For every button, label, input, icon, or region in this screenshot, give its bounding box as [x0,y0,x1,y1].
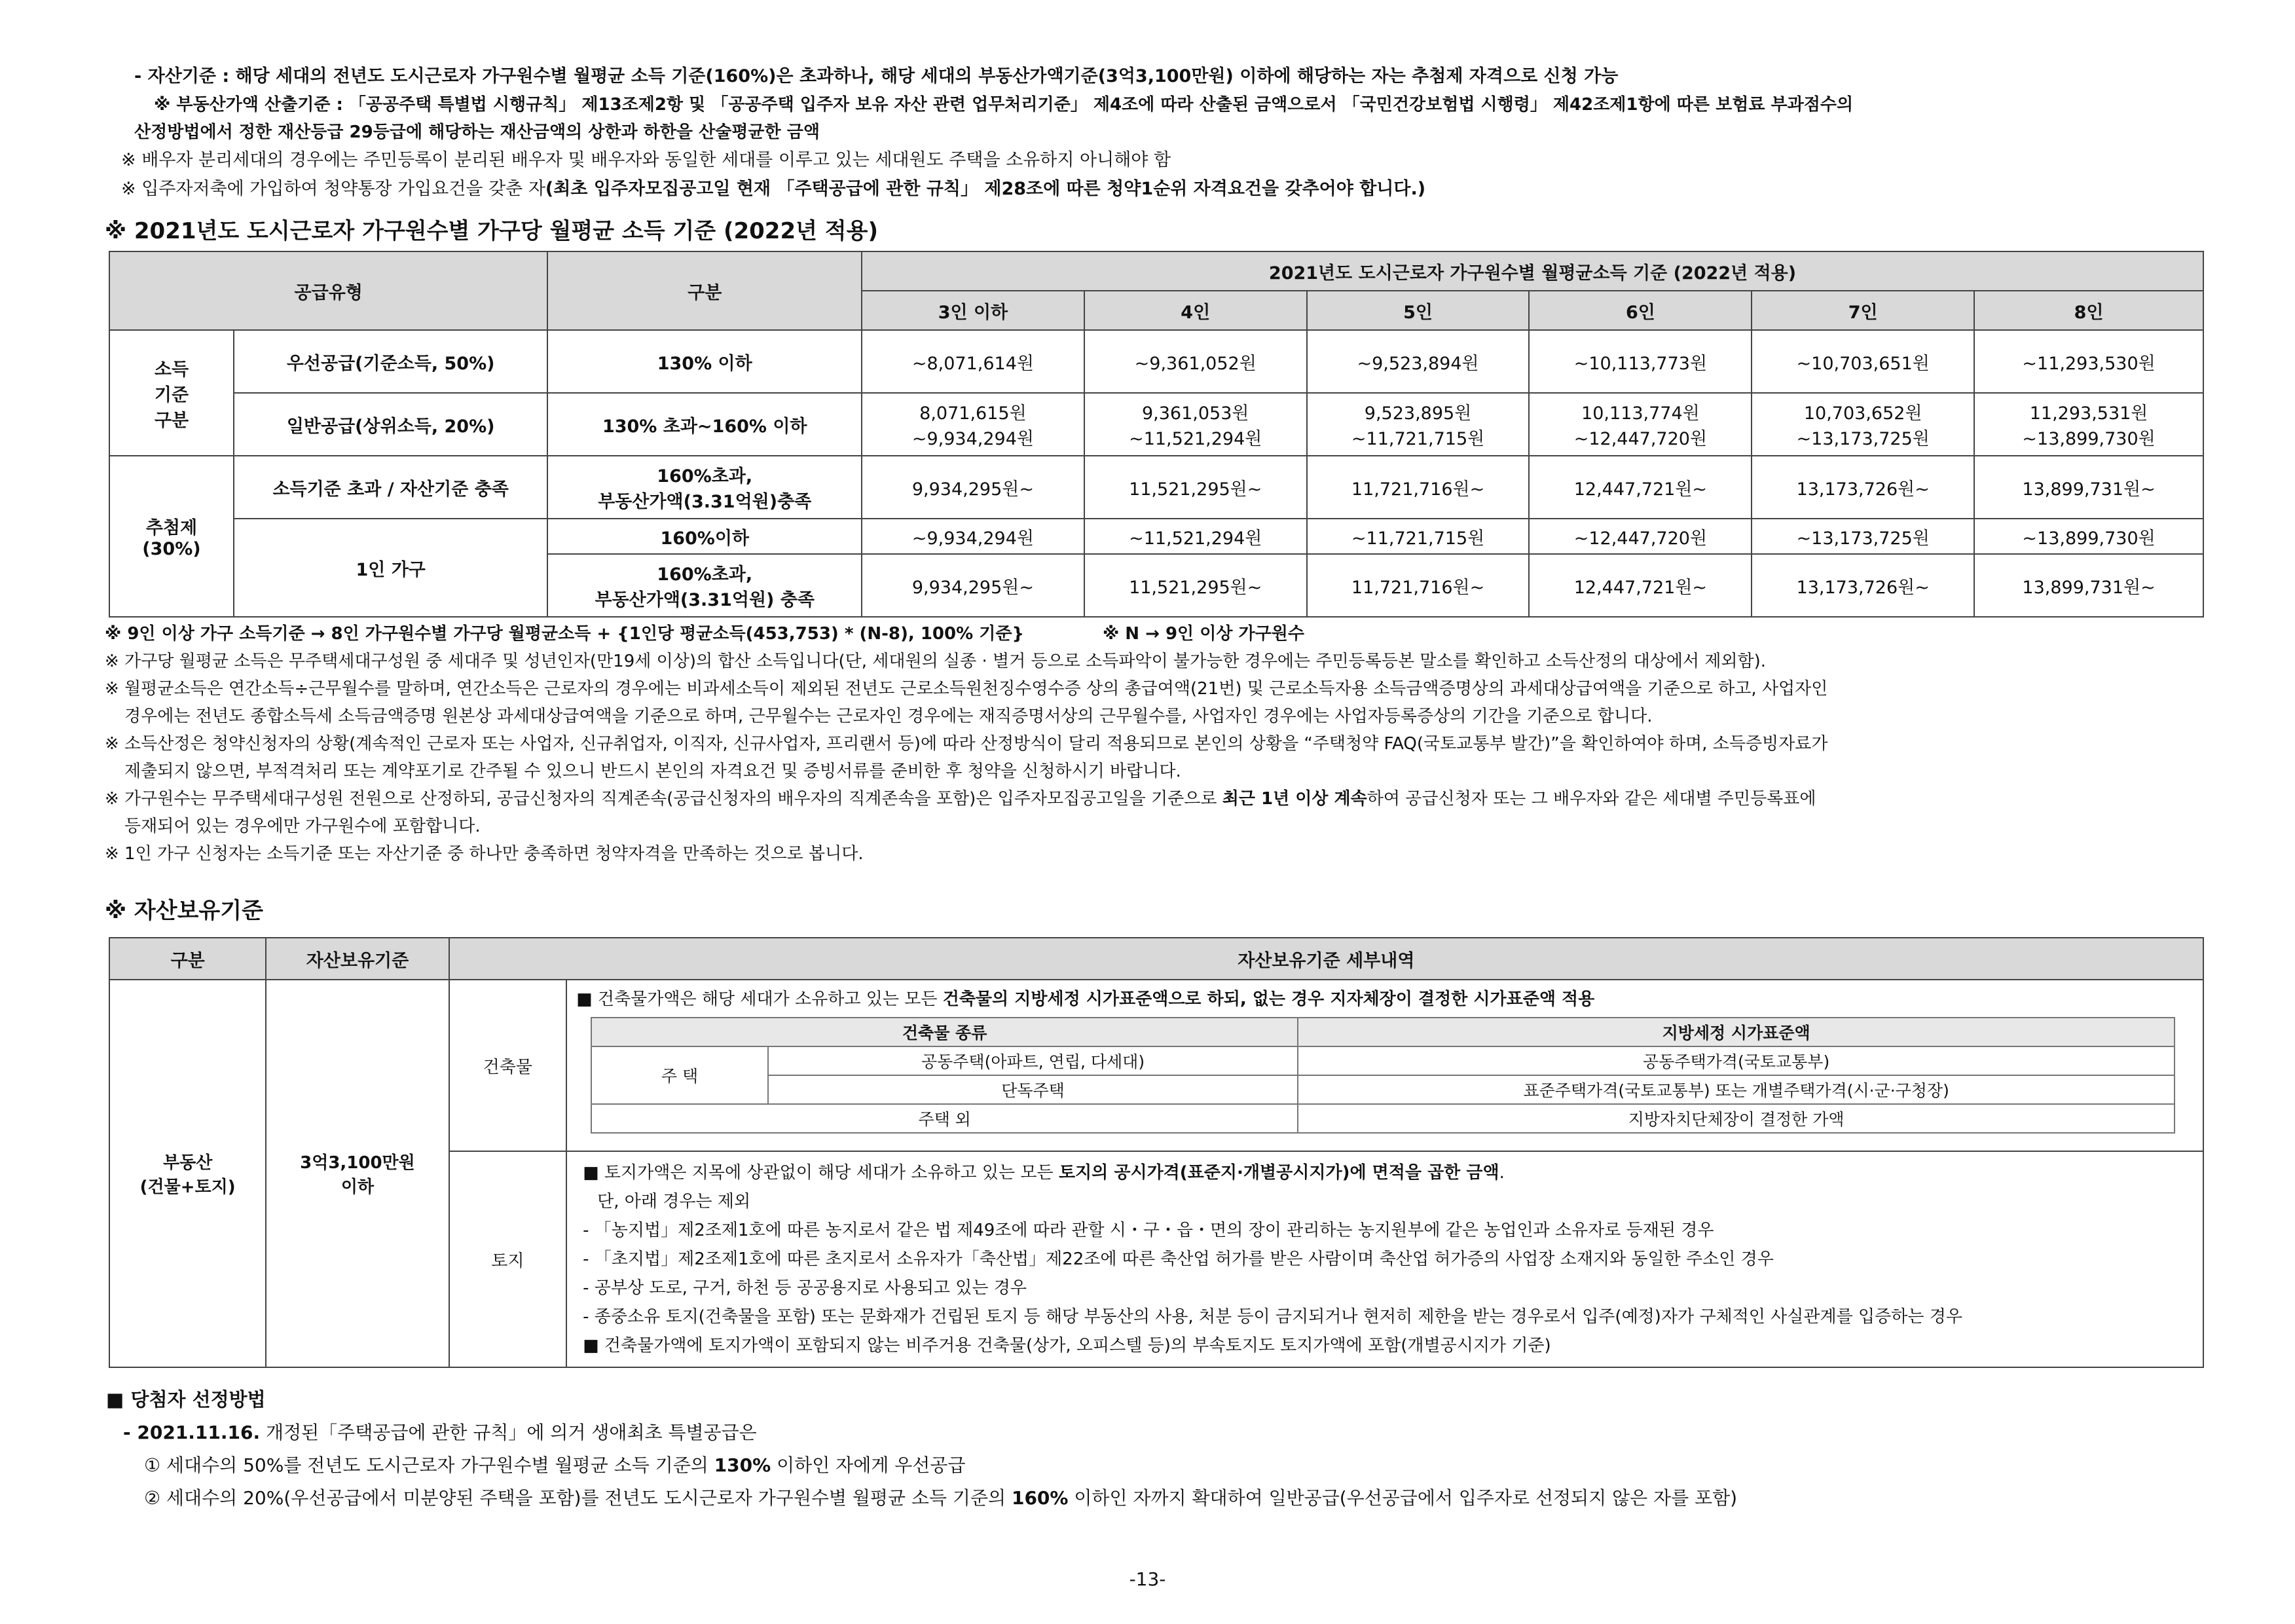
table-cell: 13,173,726원~ [1752,456,1974,519]
header-supply-type: 공급유형 [109,251,547,330]
table-cell: 9,523,895원 ~11,721,715원 [1307,393,1530,456]
land-exception: 단, 아래 경우는 제외 [597,1192,751,1211]
group-lottery [109,456,234,617]
note-monthly-income: ※ 가구당 월평균 소득은 무주택세대구성원 중 세대주 및 성년인자(만19세 이상)의 합산 소득입니다(단, 세대원의 실종 · 별거 등으로 소득파악이 불가능한 경우에는 주민등록등본 말소를 확인하고 소득산정의 대상에서 제외함). [105,652,1767,671]
real-estate-label: 부동산 (건물+토지) [109,980,266,1367]
header-col: 3인 이하 [862,291,1084,330]
note-household-text: ※ 가구원수는 무주택세대구성원 전원으로 산정하되, 공급신청자의 직계존속(공급신청자의 배우자의 직계존속을 포함)은 입주자모집공고일을 기준으로 [105,789,1222,809]
table-cell: 8,071,615원 ~9,934,294원 [862,393,1084,456]
table-row [109,330,2203,393]
winner-line-text: 개정된「주택공급에 관한 규칙」에 의거 생애최초 특별공급은 [260,1422,757,1443]
table-cell: 주택 외 [591,1104,1298,1133]
group-label: (30%) [142,539,201,559]
account-note-bold: (최초 입주자모집공고일 현재 「주택공급에 관한 규칙」 제28조에 따른 청약1순위 자격요건을 갖추어야 합니다.) [545,179,1426,199]
header-col: 5인 [1307,291,1530,330]
table-cell: 12,447,721원~ [1529,554,1752,617]
land-exception-item: - 종중소유 토지(건축물을 포함) 또는 문화재가 건립된 토지 등 해당 부동산의 사용, 처분 등이 금지되거나 현저히 제한을 받는 경우로서 입주(예정)자가 구체적인 사실관계를 입증하는 경우 [583,1307,1962,1327]
land-label: 토지 [449,1151,566,1367]
group-label: 기준 [154,384,189,405]
document-page [105,62,2213,1515]
table-row [109,980,2203,1151]
income-table [109,251,2204,618]
winner-pct: 130% [714,1454,771,1476]
note-household-1 [105,785,2213,813]
spouse-note: ※ 배우자 분리세대의 경우에는 주민등록이 분리된 배우자 및 배우자와 동일한 세대를 이루고 있는 세대원도 주택을 소유하지 아니해야 함 [121,150,1171,170]
table-row [591,1104,2175,1133]
winner-line-text: ② 세대수의 20%(우선공급에서 미분양된 주택을 포함)를 전년도 도시근로자 가구원수별 월평균 소득 기준의 [144,1487,1012,1509]
winner-pct: 160% [1011,1487,1069,1509]
table-row [109,456,2203,519]
building-note-bold: 건축물의 지방세정 시가표준액으로 하되, 없는 경우 지자체장이 결정한 시가표준액 적용 [942,989,1595,1009]
table-cell: 9,361,053원 ~11,521,294원 [1084,393,1307,456]
table-cell: 13,173,726원~ [1752,554,1974,617]
winner-date: - 2021.11.16. [123,1422,261,1443]
inner-header-std: 지방세정 시가표준액 [1298,1018,2175,1046]
land-exception-item: - 「초지법」제2조제1호에 따른 초지로서 소유자가「축산법」제22조에 따른 축산업 허가를 받은 사람이며 축산업 허가증의 사업장 소재지와 동일한 주소인 경우 [583,1249,1774,1269]
note-household-bold: 최근 1년 이상 계속 [1222,789,1367,809]
calc-basis-line-1: ※ 부동산가액 산출기준 : 「공공주택 특별법 시행규칙」 제13조제2항 및 「공공주택 입주자 보유 자산 관련 업무처리기준」 제4조에 따라 산출된 금액으로서 「국민건강보험법 시행령」 제42조제1항에 따른 보험료 부과점수의 [154,95,1854,115]
winner-line-1 [105,1416,2213,1449]
table-cell: 11,721,716원~ [1307,456,1530,519]
asset-table-title: ※ 자산보유기준 [105,898,263,924]
table-cell: ~12,447,720원 [1529,519,1752,554]
land-exception-item: - 공부상 도로, 구거, 하천 등 공공용지로 사용되고 있는 경우 [583,1278,1027,1298]
header-asset-detail: 자산보유기준 세부내역 [449,938,2203,980]
group-label: 구분 [154,410,189,431]
winner-line-text: 이하인 자에게 우선공급 [771,1454,966,1476]
header-asset-std: 자산보유기준 [266,938,449,980]
winner-line-3 [105,1482,2213,1515]
header-col: 6인 [1529,291,1752,330]
building-note-text: ■ 건축물가액은 해당 세대가 소유하고 있는 모든 [576,989,943,1009]
winner-line-text: 이하인 자까지 확대하여 일반공급(우선공급에서 입주자로 선정되지 않은 자를 포함) [1068,1487,1738,1509]
building-type-table [591,1017,2175,1134]
row-label-over-income: 소득기준 초과 / 자산기준 충족 [234,456,548,519]
table-cell: 11,293,531원 ~13,899,730원 [1974,393,2203,456]
asset-amount: 3억3,100만원 이하 [266,980,449,1367]
row-label-general: 일반공급(상위소득, 20%) [234,393,548,456]
table-cell: 공동주택(아파트, 연립, 다세대) [768,1046,1298,1075]
building-label: 건축물 [449,980,566,1151]
asset-criteria-line: - 자산기준 : 해당 세대의 전년도 도시근로자 가구원수별 월평균 소득 기준(160%)은 초과하나, 해당 세대의 부동산가액기준(3억3,100만원) 이하에 해당하는 자는 추첨제 자격으로 신청 가능 [134,66,1619,86]
account-note [105,175,2213,204]
table-cell: 13,899,731원~ [1974,554,2203,617]
winner-line-2 [105,1449,2213,1482]
header-division: 구분 [547,251,862,330]
table-cell: 11,721,716원~ [1307,554,1530,617]
row-division: 160%초과, 부동산가액(3.31억원) 충족 [547,554,862,617]
group-label: 추첨제 [145,518,198,538]
account-note-text: ※ 입주자저축에 가입하여 청약통장 가입요건을 갖춘 자 [121,179,545,199]
winner-title: ■ 당첨자 선정방법 [106,1388,266,1411]
house-label: 주 택 [591,1046,768,1104]
header-income-group: 2021년도 도시근로자 가구원수별 월평균소득 기준 (2022년 적용) [862,251,2203,291]
table-cell: 9,934,295원~ [862,456,1084,519]
table-cell: 10,703,652원 ~13,173,725원 [1752,393,1974,456]
land-exception-item: - 「농지법」제2조제1호에 따른 농지로서 같은 법 제49조에 따라 관할 시・구・읍・면의 장이 관리하는 농지원부에 같은 농업인과 소유자로 등재된 경우 [583,1221,1714,1240]
table-cell: 단독주택 [768,1075,1298,1104]
header-col: 4인 [1084,291,1307,330]
row-division: 130% 초과~160% 이하 [547,393,862,456]
inner-header-type: 건축물 종류 [591,1018,1298,1046]
page-number: -13- [1129,1568,1166,1590]
table-row [591,1046,2175,1075]
table-cell: ~13,899,730원 [1974,519,2203,554]
table-cell: ~9,523,894원 [1307,330,1530,393]
building-detail [566,980,2203,1151]
note-nine-plus-formula: ※ 9인 이상 가구 소득기준 → 8인 가구원수별 가구당 월평균소득 + {1인당 평균소득(453,753) * (N-8), 100% 기준} [105,624,1024,644]
table-cell: ~13,173,725원 [1752,519,1974,554]
row-label-single: 1인 가구 [234,519,548,617]
row-division: 160%이하 [547,519,862,554]
note-household-text: 하여 공급신청자 또는 그 배우자와 같은 세대별 주민등록표에 [1367,789,1816,809]
row-label-priority: 우선공급(기준소득, 50%) [234,330,548,393]
row-division: 160%초과, 부동산가액(3.31억원)충족 [547,456,862,519]
income-table-title: ※ 2021년도 도시근로자 가구원수별 가구당 월평균 소득 기준 (2022년 적용) [105,218,879,244]
table-cell: 공동주택가격(국토교통부) [1298,1046,2175,1075]
table-cell: 11,521,295원~ [1084,456,1307,519]
table-cell: 11,521,295원~ [1084,554,1307,617]
row-division: 130% 이하 [547,330,862,393]
table-cell: 표준주택가격(국토교통부) 또는 개별주택가격(시·군·구청장) [1298,1075,2175,1104]
note-calc-1: ※ 소득산정은 청약신청자의 상황(계속적인 근로자 또는 사업자, 신규취업자, 이직자, 신규사업자, 프리랜서 등)에 따라 산정방식이 달리 적용되므로 본인의 상황을 “주택청약 FAQ(국토교통부 발간)”을 확인하여야 하며, 소득증빙자료가 [105,734,1828,754]
table-row [109,393,2203,456]
building-note [576,987,2194,1012]
calc-basis-line-2: 산정방법에서 정한 재산등급 29등급에 해당하는 재산금액의 상한과 하한을 산술평균한 금액 [134,122,820,142]
table-cell: ~8,071,614원 [862,330,1084,393]
land-note-text: ■ 토지가액은 지목에 상관없이 해당 세대가 소유하고 있는 모든 [583,1163,1059,1183]
header-division: 구분 [109,938,266,980]
asset-table [109,937,2204,1368]
note-avg-income-1: ※ 월평균소득은 연간소득÷근무월수를 말하며, 연간소득은 근로자의 경우에는 비과세소득이 제외된 전년도 근로소득원천징수영수증 상의 총급여액(21번) 및 근로소득자용 소득금액증명상의 과세대상급여액을 기준으로 하고, 사업자인 [105,679,1828,699]
table-cell: 12,447,721원~ [1529,456,1752,519]
note-nine-plus [105,620,2213,648]
table-cell: ~11,721,715원 [1307,519,1530,554]
note-avg-income-2: 경우에는 전년도 종합소득세 소득금액증명 원본상 과세대상급여액을 기준으로 하며, 근무월수는 근로자인 경우에는 재직증명서상의 근무월수를, 사업자인 경우에는 사업자등록증상의 기간을 기준으로 합니다. [124,707,1653,726]
note-household-2: 등재되어 있는 경우에만 가구원수에 포함합니다. [124,817,481,836]
table-cell: ~9,934,294원 [862,519,1084,554]
header-col: 8인 [1974,291,2203,330]
group-label: 소득 [154,359,189,380]
header-col: 7인 [1752,291,1974,330]
table-cell: ~10,703,651원 [1752,330,1974,393]
winner-line-text: ① 세대수의 50%를 전년도 도시근로자 가구원수별 월평균 소득 기준의 [144,1454,714,1476]
table-cell: ~11,521,294원 [1084,519,1307,554]
land-note-text: . [1499,1163,1505,1183]
table-cell: ~11,293,530원 [1974,330,2203,393]
table-cell: 10,113,774원 ~12,447,720원 [1529,393,1752,456]
land-note [576,1158,2194,1187]
land-non-residential-note: ■ 건축물가액에 토지가액이 포함되지 않는 비주거용 건축물(상가, 오피스텔 등)의 부속토지도 토지가액에 포함(개별공시지가 기준) [583,1336,1551,1356]
land-detail [566,1151,2203,1367]
table-cell: 13,899,731원~ [1974,456,2203,519]
note-nine-plus-n: ※ N → 9인 이상 가구원수 [1102,624,1304,644]
land-note-bold: 토지의 공시가격(표준지·개별공시지가)에 면적을 곱한 금액 [1058,1163,1499,1183]
note-single: ※ 1인 가구 신청자는 소득기준 또는 자산기준 중 하나만 충족하면 청약자격을 만족하는 것으로 봅니다. [105,844,864,864]
group-income-basis [109,330,234,456]
table-cell: 9,934,295원~ [862,554,1084,617]
table-cell: ~9,361,052원 [1084,330,1307,393]
table-row [591,1075,2175,1104]
table-cell: ~10,113,773원 [1529,330,1752,393]
table-cell: 지방자치단체장이 결정한 가액 [1298,1104,2175,1133]
table-row [109,519,2203,554]
note-calc-2: 제출되지 않으면, 부적격처리 또는 계약포기로 간주될 수 있으니 반드시 본인의 자격요건 및 증빙서류를 준비한 후 청약을 신청하시기 바랍니다. [124,762,1181,781]
